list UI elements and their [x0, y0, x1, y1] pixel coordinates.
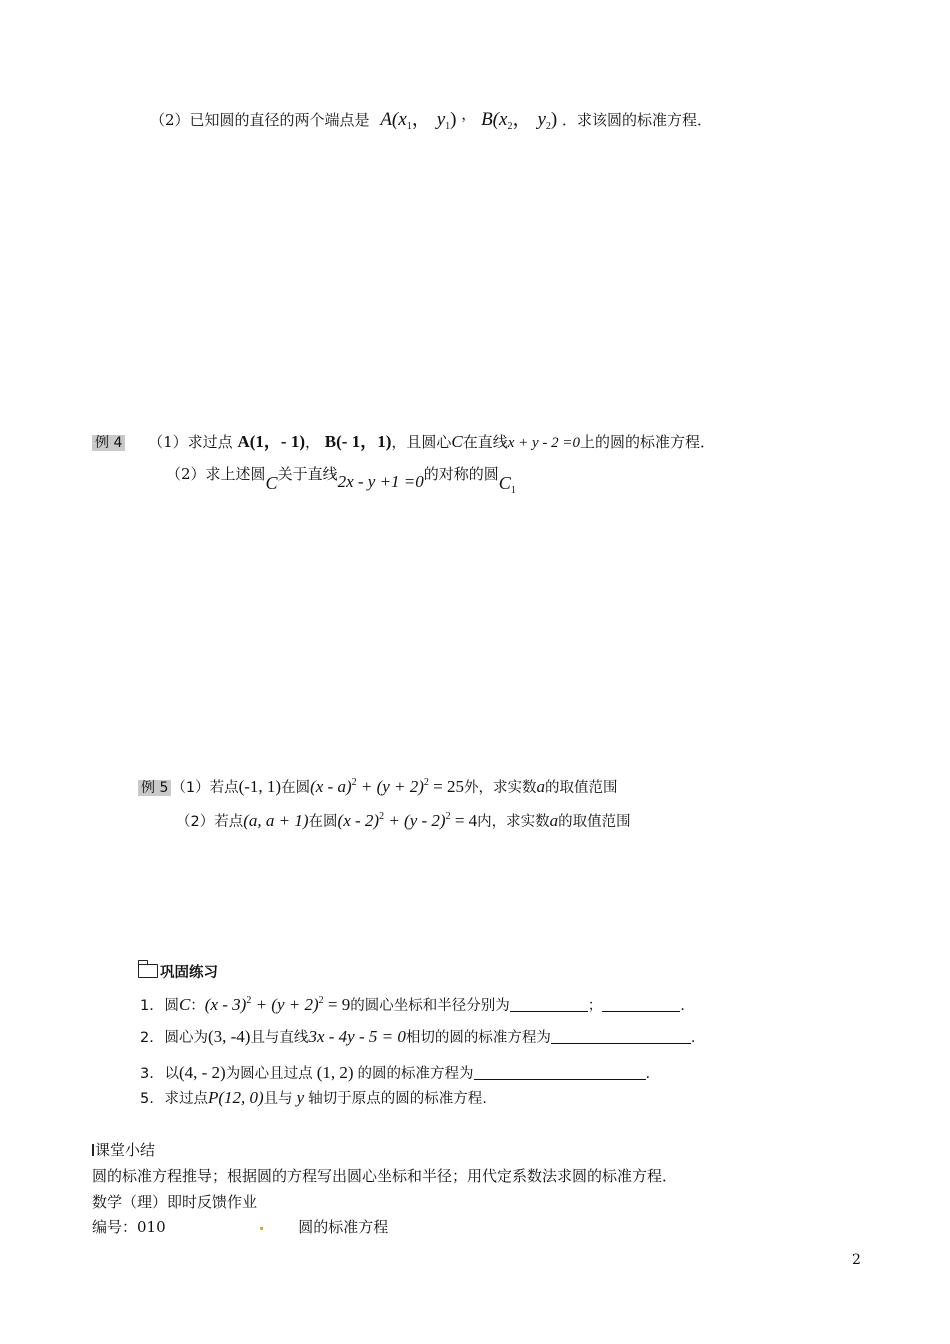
- homework-title: 数学（理）即时反馈作业: [92, 1193, 258, 1211]
- q2-comma: ，: [461, 105, 477, 123]
- ex5-p1-equation: $(x - a)^2 + (y + 2)^2 = 25$: [310, 777, 465, 796]
- folder-icon: [138, 964, 158, 978]
- page-number: 2: [852, 1252, 861, 1268]
- practice-q3-point2: (1, 2): [316, 1063, 354, 1082]
- ex5-p1-text2: 在圆: [281, 780, 311, 796]
- ex4-line-eq: x + y - 2 =0: [507, 435, 581, 451]
- ex5-p2-point: (a, a + 1): [243, 811, 309, 830]
- marker-dot: [260, 1227, 263, 1230]
- q2-line: [150, 104, 712, 137]
- homework-meta: [92, 1217, 388, 1237]
- ex4-line1: [92, 432, 715, 453]
- practice-q2-line: 3x - 4y - 5 = 0: [308, 1027, 406, 1046]
- practice-q2-end: .: [690, 1030, 696, 1046]
- ex5-p1-a: a: [536, 777, 546, 796]
- practice-q5: [140, 1087, 487, 1110]
- summary-heading: [92, 1140, 155, 1160]
- ex4-p2-c1: $C_1$: [498, 473, 516, 496]
- ex5-line1: [138, 772, 618, 799]
- q2-text-end: ．求该圆的标准方程．: [562, 111, 713, 129]
- practice-q3-end: .: [645, 1066, 651, 1082]
- ex4-label: 例 4: [92, 435, 125, 451]
- ex4-center-c: C: [451, 432, 463, 451]
- summary-heading-text: 课堂小结: [95, 1141, 156, 1159]
- homework-number: 编号：010: [92, 1218, 166, 1236]
- practice-q2-text2: 且与直线: [250, 1030, 309, 1046]
- practice-q3-blank[interactable]: [474, 1065, 646, 1080]
- ex5-p2-text2: 在圆: [308, 814, 338, 830]
- practice-q1-blank2[interactable]: [602, 997, 680, 1012]
- practice-q1-c: C: [178, 995, 191, 1014]
- practice-q2-text3: 相切的圆的标准方程为: [405, 1030, 551, 1046]
- ex4-p1-text3: 在直线: [462, 433, 508, 451]
- practice-q1-colon: ：: [190, 998, 205, 1014]
- ex5-p2-a: a: [549, 811, 559, 830]
- q2-point-a: $A(x_1$， $y_1$): [380, 109, 457, 132]
- ex4-p2-text2: 关于直线: [277, 465, 338, 483]
- q2-text: （2）已知圆的直径的两个端点是: [150, 111, 370, 129]
- summary-bar: [92, 1144, 94, 1156]
- practice-q1-equation: $(x - 3)^2 + (y + 2)^2 = 9$: [204, 995, 351, 1014]
- ex4-point-b: B(- 1，1): [324, 432, 392, 451]
- ex4-p1-text1: （1）求过点: [148, 433, 233, 451]
- ex5-p2-equation: (x - 2)$^2$ + (y - 2)$^2$ = 4: [337, 811, 478, 830]
- ex5-p2-text3: 内，求实数: [477, 814, 550, 830]
- practice-heading-text: 巩固练习: [160, 965, 218, 981]
- practice-q3-text2: 为圆心且过点: [225, 1066, 313, 1082]
- practice-q3-text1: 以: [164, 1066, 179, 1082]
- practice-q3-point1: (4, - 2): [178, 1063, 226, 1082]
- ex5-p1-point: (-1, 1): [238, 777, 282, 796]
- practice-q1-text2: 的圆心坐标和半径分别为: [350, 998, 510, 1014]
- practice-q2-text1: 圆心为: [164, 1030, 208, 1046]
- practice-heading: [138, 963, 218, 983]
- q2-point-b: $B(x_2$， $y_2$): [481, 109, 558, 132]
- ex4-p1-text4: 上的圆的标准方程．: [580, 433, 716, 451]
- practice-q5-text2: 且与: [263, 1091, 293, 1107]
- ex5-p1-text4: 的取值范围: [545, 780, 618, 796]
- ex5-p1-text3: 外，求实数: [464, 780, 537, 796]
- practice-q1-blank1[interactable]: [510, 997, 588, 1012]
- practice-q2-point: (3, -4): [207, 1027, 251, 1046]
- practice-q5-text3: 轴切于原点的圆的标准方程.: [308, 1091, 487, 1107]
- practice-q5-num: 5.: [140, 1091, 154, 1107]
- ex4-p1-text2: ，且圆心: [391, 433, 452, 451]
- ex4-p2-line: 2x - y +1 =0: [337, 472, 424, 491]
- practice-q1-num: 1.: [140, 998, 154, 1014]
- ex4-p2-text1: （2）求上述圆: [166, 465, 266, 483]
- ex5-p2-text4: 的取值范围: [558, 814, 631, 830]
- practice-q1-sep: ；: [587, 998, 603, 1014]
- practice-q3-num: 3.: [140, 1066, 154, 1082]
- practice-q2: [140, 1026, 695, 1049]
- ex4-sep: ，: [304, 433, 320, 451]
- ex5-p1-text1: （1）若点: [171, 780, 239, 796]
- practice-q5-point: P(12, 0): [207, 1088, 264, 1107]
- practice-q1: [140, 990, 685, 1017]
- ex4-p2-c: C: [265, 473, 278, 493]
- ex5-p2-text1: （2）若点: [176, 814, 244, 830]
- practice-q2-blank[interactable]: [551, 1029, 691, 1044]
- practice-q1-end: .: [680, 998, 685, 1014]
- ex4-line2: [166, 464, 516, 501]
- practice-q1-text1: 圆: [164, 998, 179, 1014]
- ex4-p2-text3: 的对称的圆: [423, 465, 499, 483]
- ex5-label: 例 5: [138, 780, 171, 796]
- homework-topic: 圆的标准方程: [298, 1218, 389, 1236]
- practice-q5-text1: 求过点: [164, 1091, 208, 1107]
- practice-q3-text3: 的圆的标准方程为: [357, 1066, 474, 1082]
- practice-q3: [140, 1062, 650, 1085]
- practice-q5-y: y: [296, 1088, 305, 1107]
- practice-q2-num: 2.: [140, 1030, 154, 1046]
- ex5-line2: [176, 806, 631, 833]
- summary-text: 圆的标准方程推导；根据圆的方程写出圆心坐标和半径；用代定系数法求圆的标准方程．: [92, 1167, 678, 1185]
- ex4-point-a: A(1，- 1): [237, 432, 305, 451]
